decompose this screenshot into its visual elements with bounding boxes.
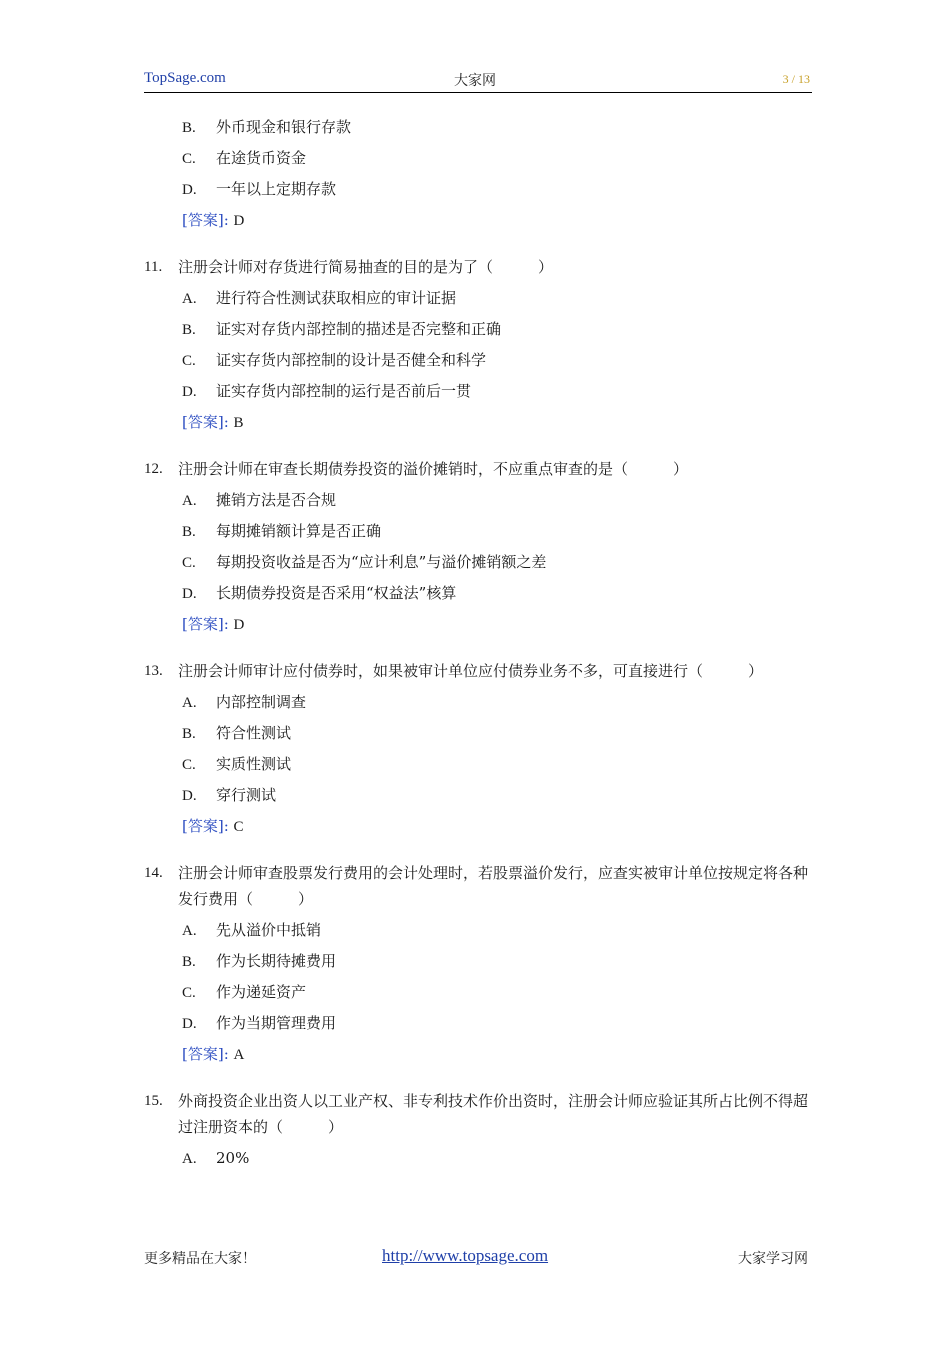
document-body — [144, 114, 812, 1176]
answer-line: [答案]: A — [182, 1045, 245, 1063]
option-item: B. 符合性测试 — [182, 724, 292, 742]
page-header — [144, 68, 812, 93]
option-item: A. 进行符合性测试获取相应的审计证据 — [182, 289, 457, 307]
question-12 — [144, 456, 812, 642]
header-center-title: 大家网 — [454, 73, 496, 89]
question-number: 12. — [144, 461, 163, 477]
question-11 — [144, 254, 812, 440]
option-item: D. 证实存货内部控制的运行是否前后一贯 — [182, 382, 472, 400]
option-item: D. 一年以上定期存款 — [182, 180, 337, 198]
question-13 — [144, 658, 812, 844]
option-item: B. 每期摊销额计算是否正确 — [182, 522, 382, 540]
question-text: 外商投资企业出资人以工业产权、非专利技术作价出资时，注册会计师应验证其所占比例不得超过注册资本的（ ） — [178, 1092, 809, 1136]
question-number: 15. — [144, 1093, 163, 1109]
previous-question-tail — [144, 114, 812, 238]
page-footer — [144, 1246, 812, 1270]
answer-line: [答案]: D — [182, 615, 245, 633]
option-item: A. 摊销方法是否合规 — [182, 491, 337, 509]
question-text: 注册会计师审计应付债券时，如果被审计单位应付债券业务不多，可直接进行（ ） — [178, 662, 764, 680]
answer-line: [答案]: B — [182, 413, 244, 431]
option-item: B. 作为长期待摊费用 — [182, 952, 337, 970]
question-14 — [144, 860, 812, 1072]
option-item: D. 长期债券投资是否采用“权益法”核算 — [182, 584, 457, 602]
option-item: C. 作为递延资产 — [182, 983, 307, 1001]
option-item: C. 实质性测试 — [182, 755, 292, 773]
site-name[interactable]: TopSage.com — [144, 70, 226, 86]
question-text: 注册会计师对存货进行简易抽查的目的是为了（ ） — [178, 258, 554, 276]
option-item: D. 作为当期管理费用 — [182, 1014, 337, 1032]
option-item: B. 证实对存货内部控制的描述是否完整和正确 — [182, 320, 502, 338]
option-item: C. 在途货币资金 — [182, 149, 307, 167]
question-text: 注册会计师在审查长期债券投资的溢价摊销时，不应重点审查的是（ ） — [178, 460, 689, 478]
page-number: 3 / 13 — [782, 72, 810, 86]
question-number: 14. — [144, 865, 163, 881]
question-text: 注册会计师审查股票发行费用的会计处理时，若股票溢价发行，应查实被审计单位按规定将各种发行费用（ ） — [178, 864, 809, 908]
option-item: C. 证实存货内部控制的设计是否健全和科学 — [182, 351, 487, 369]
footer-site-name: 大家学习网 — [738, 1251, 808, 1267]
option-item: C. 每期投资收益是否为“应计利息”与溢价摊销额之差 — [182, 553, 547, 571]
option-item: A. 内部控制调查 — [182, 693, 307, 711]
footer-slogan: 更多精品在大家！ — [144, 1251, 256, 1267]
question-number: 13. — [144, 663, 163, 679]
footer-link[interactable]: http://www.topsage.com — [382, 1246, 549, 1265]
answer-line: [答案]: D — [182, 211, 245, 229]
option-item: D. 穿行测试 — [182, 786, 277, 804]
question-number: 11. — [144, 259, 163, 275]
answer-line: [答案]: C — [182, 817, 244, 835]
option-item: A. 先从溢价中抵销 — [182, 921, 322, 939]
option-item: A. 20% — [182, 1149, 250, 1167]
question-15 — [144, 1088, 812, 1176]
option-item: B. 外币现金和银行存款 — [182, 118, 352, 136]
